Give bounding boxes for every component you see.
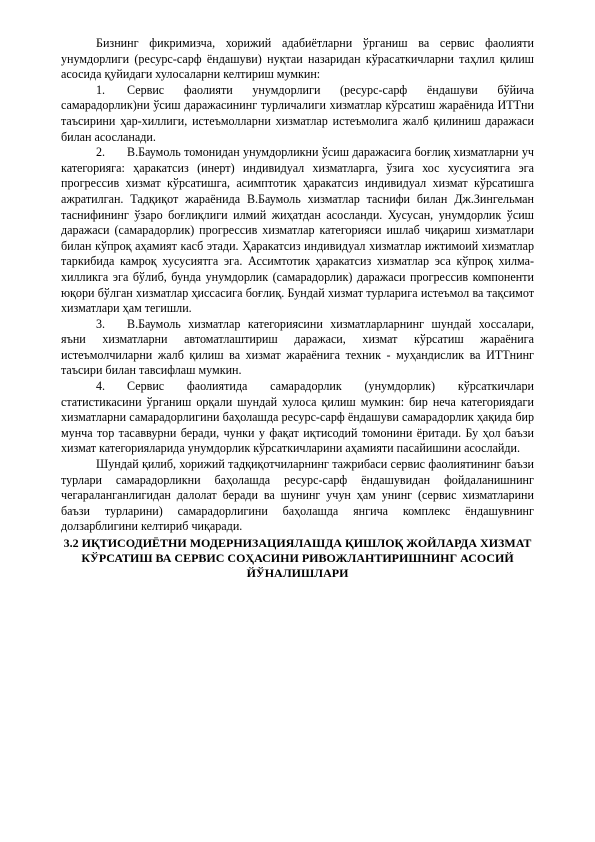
list-item-4: 4. Сервис фаолиятида самарадорлик (унумдорлик) кўрсаткичлари статистикасини ўрганиш орқали шундай хулоса қилиш мумкин: бир неча категориядаги хизматларни самарадорлигини баҳолашда ресурс-сарф ёндашуви самарадорлик ҳақида бир мунча тор тасаввурни беради, чунки у фақат иқтисодий томонини ёритади. Бу ҳол баъзи хизмат категорияларида унумдорлик кўрсаткичларини аҳамияти пасайишини асослайди. [61,379,534,456]
list-number: 2. [96,145,106,160]
conclusion-paragraph: Шундай қилиб, хорижий тадқиқотчиларнинг тажрибаси сервис фаолиятининг баъзи турлари самарадорликни баҳолашда ресурс-сарф ёндашувидан фойдаланишнинг чегараланганлигидан далолат беради ва шунинг учун ҳам унинг (сервис хизматларини баъзи турларини) самарадорлигини баҳолашда янгича комплекс ёндашувнинг долзарблигини келтириб чиқаради. [61,457,534,534]
list-number: 3. [96,316,106,331]
section-heading: 3.2 ИҚТИСОДИЁТНИ МОДЕРНИЗАЦИЯЛАШДА ҚИШЛОҚ ЖОЙЛАРДА ХИЗМАТ КЎРСАТИШ ВА СЕРВИС СОҲАСИНИ РИВОЖЛАНТИРИШНИНГ АСОСИЙ ЙЎНАЛИШЛАРИ [63,536,532,580]
list-item-3: 3. В.Баумоль хизматлар категориясини хизматларларнинг шундай хоссалари, яъни хизматларни автоматлаштириш даражаси, хизмат кўрсатиш жараёнига истеъмолчиларни жалб қилиш ва хизмат жараёнига техник - муҳандислик ва ИТТнинг таъсири билан тавсифлаш мумкин. [61,316,534,378]
list-number: 1. [96,82,106,97]
list-item-2: 2. В.Баумоль томонидан унумдорликни ўсиш даражасига боғлиқ хизматларни уч категорияга: ҳаракатсиз (инерт) индивидуал хизматларга, ўзига хос хусусиятига эга прогрессив хизмат кўрсатишга, асимптотик ҳаракатсиз индивидуал хизмат кўрсатишга ажратилган. Тадқиқот жараёнида В.Баумоль хизматлар таснифи билан Дж.Зингельман таснифининг ўзаро боғлиқлиги илмий жиҳатдан асосланди. Хусусан, унумдорлик ўсиш даражаси (самарадорлик) прогрессив хизматлар категорияси ишлаб чиқариш хизматлари билан кўпроқ аҳамият касб этади. Ҳаракатсиз индивидуал хизматлар ижтимоий хизматлар таркибида камроқ хусусиятга эга. Ассимтотик ҳаракатсиз хизматлар эса кўпроқ хилма-хилликга эга бўлиб, бунда унумдорлик (самарадорлик) даражаси прогрессив компоненти юқори бўлган хизматлар ҳиссасига боғлиқ. Бундай хизмат турларига истеъмол ва тақсимот хизматлари ҳам тегишли. [61,145,534,316]
intro-paragraph: Бизнинг фикримизча, хорижий адабиётларни ўрганиш ва сервис фаолияти унумдорлиги (ресурс-сарф ёндашуви) нуқтаи назаридан кўрасаткичларни таҳлил қилиш асосида қуйидаги хулосаларни келтириш мумкин: [61,36,534,82]
list-number: 4. [96,379,106,394]
list-item-1: 1. Сервис фаолияти унумдорлиги (ресурс-сарф ёндашуви бўйича самарадорлик)ни ўсиш даражасининг турличалиги хизматлар кўрсатиш жараёнида ИТТни таъсирини ҳар-хиллиги, истеъмолларни хизматлар истеъмолига жалб қилиниш даражаси билан асосланади. [61,82,534,144]
